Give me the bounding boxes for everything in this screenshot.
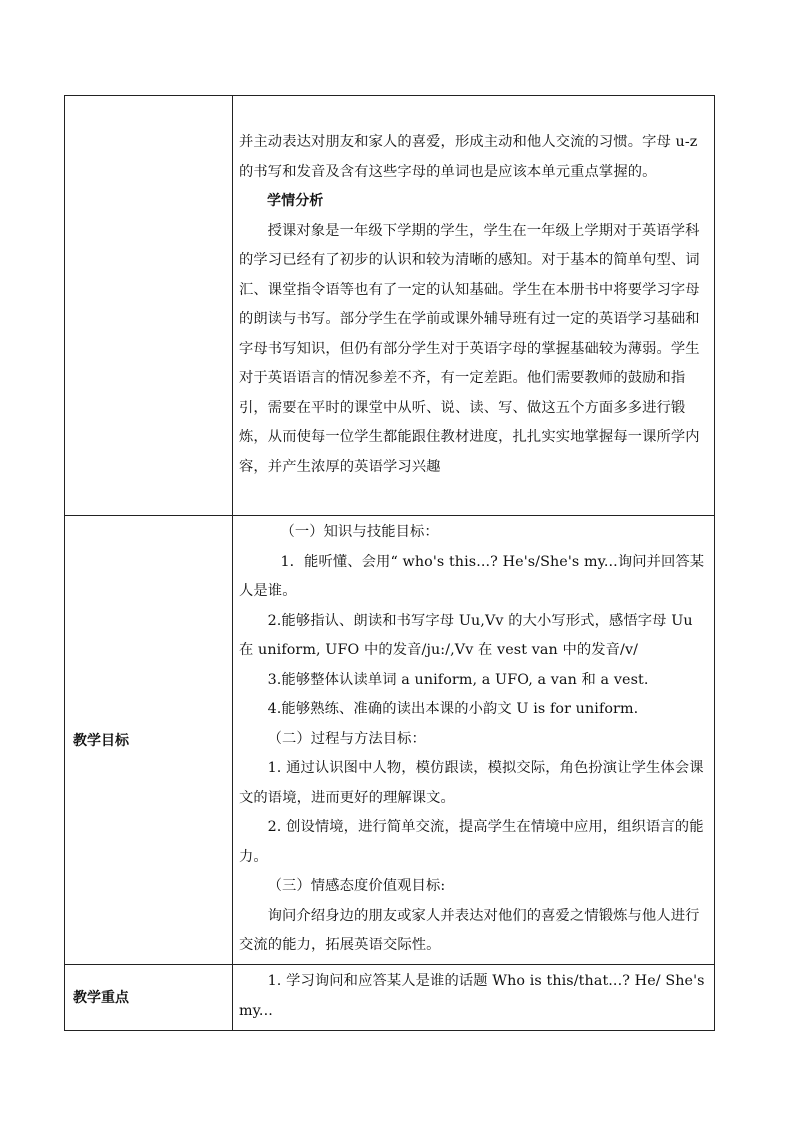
table-row-teaching-goals (65, 516, 715, 965)
unit-goal-paragraph: 并主动表达对朋友和家人的喜爱，形成主动和他人交流的习惯。字母 u-z 的书写和发音及含有这些字母的单词也是应该本单元重点掌握的。 (239, 134, 698, 180)
knowledge-item-4: 4.能够熟练、准确的读出本课的小韵文 U is for uniform. (267, 701, 639, 717)
focus-item-1: 1. 学习询问和应答某人是谁的话题 Who is this/that...? He/ She's my... (239, 973, 705, 1019)
table-row-intro (65, 96, 715, 516)
teaching-goals-cell (233, 516, 715, 965)
emotion-item-1: 询问介绍身边的朋友或家人并表达对他们的喜爱之情锻炼与他人进行交流的能力，拓展英语交际性。 (239, 907, 700, 953)
knowledge-item-1: 1．能听懂、会用“ who's this...? He's/She's my...询问并回答某人是谁。 (239, 553, 705, 599)
section-heading-student-analysis: 学情分析 (267, 193, 324, 209)
table-row-teaching-focus (65, 964, 715, 1030)
knowledge-item-2: 2.能够指认、朗读和书写字母 Uu,Vv 的大小写形式，感悟字母 Uu 在 uniform, UFO 中的发音/ju:/,Vv 在 vest van 中的发音/v/ (239, 612, 693, 658)
intro-content-cell (233, 96, 715, 516)
row-label-teaching-focus: 教学重点 (65, 964, 233, 1030)
process-item-1: 1. 通过认识图中人物，模仿跟读，模拟交际，角色扮演让学生体会课文的语境，进而更好的理解课文。 (239, 760, 704, 806)
row-label-teaching-goals: 教学目标 (65, 516, 233, 965)
emotion-values-heading: （三）情感态度价值观目标: (267, 878, 446, 894)
knowledge-skills-heading: （一）知识与技能目标： (280, 524, 439, 540)
process-item-2: 2. 创设情境，进行简单交流，提高学生在情境中应用，组织语言的能力。 (239, 819, 704, 865)
row-label-intro (65, 96, 233, 516)
lesson-plan-table (64, 95, 715, 1031)
student-analysis-paragraph: 授课对象是一年级下学期的学生，学生在一年级上学期对于英语学科的学习已经有了初步的认识和较为清晰的感知。对于基本的简单句型、词汇、课堂指令语等也有了一定的认知基础。学生在本册书中将要学习字母的朗读与书写。部分学生在学前或课外辅导班有过一定的英语学习基础和字母书写知识，但仍有部分学生对于英语字母的掌握基础较为薄弱。学生对于英语语言的情况参差不齐，有一定差距。他们需要教师的鼓励和指引，需要在平时的课堂中从听、说、读、写、做这五个方面多多进行锻炼，从而使每一位学生都能跟住教材进度，扎扎实实地掌握每一课所学内容，并产生浓厚的英语学习兴趣 (239, 222, 700, 475)
process-method-heading: （二）过程与方法目标： (267, 730, 426, 747)
teaching-focus-cell (233, 964, 715, 1030)
knowledge-item-3: 3.能够整体认读单词 a uniform, a UFO, a van 和 a vest. (267, 671, 649, 688)
